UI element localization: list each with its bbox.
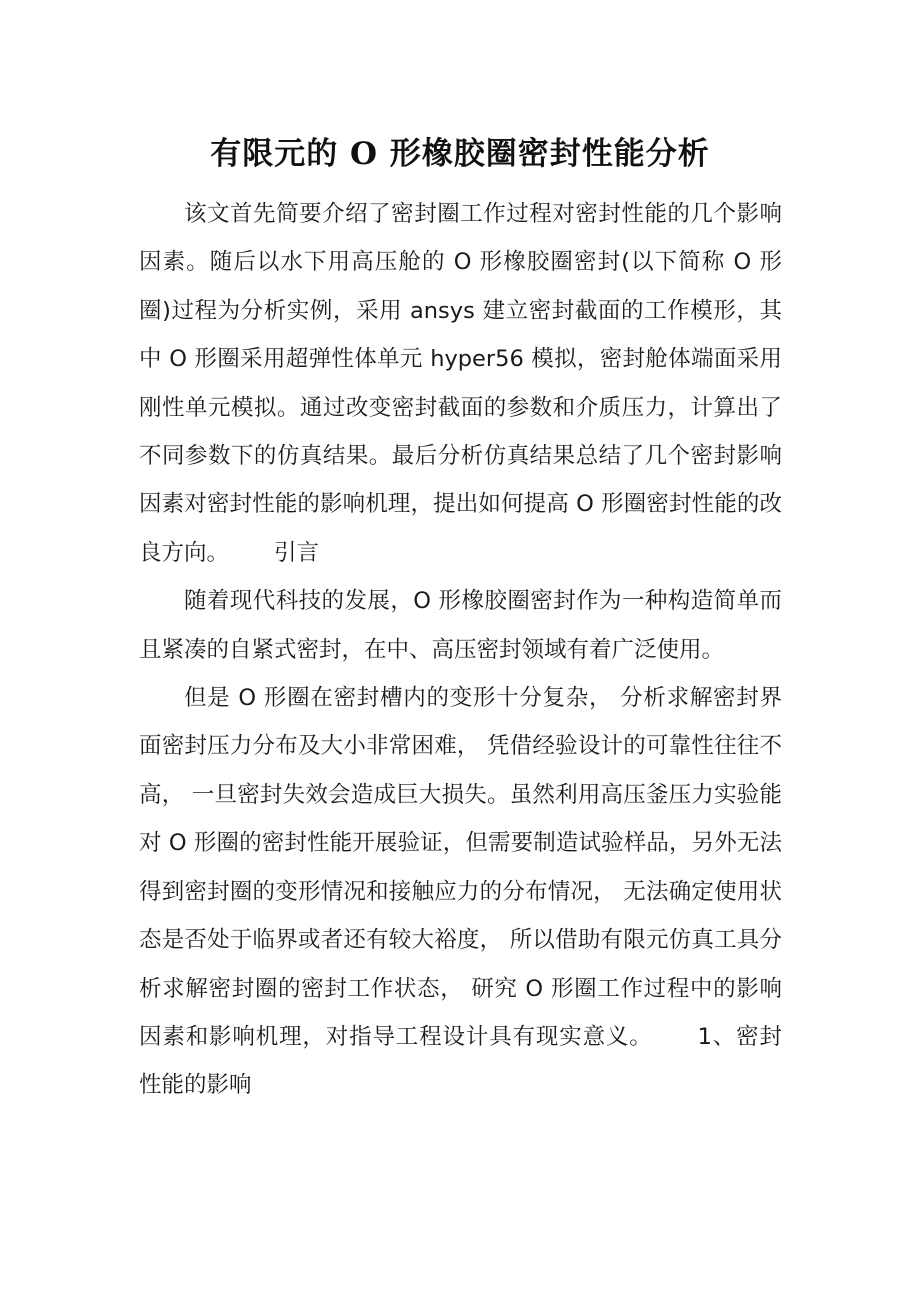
paragraph-text: 随着现代科技的发展，O 形橡胶圈密封作为一种构造简单而且紧凑的自紧式密封，在中、高压密封领域有着广泛使用。 — [139, 588, 782, 663]
document-body — [139, 190, 782, 1110]
document-title: 有限元的 O 形橡胶圈密封性能分析 — [210, 136, 710, 172]
section-heading-introduction: 引言 — [274, 539, 320, 566]
paragraph-abstract — [139, 190, 782, 577]
paragraph-text: 但是 O 形圈在密封槽内的变形十分复杂， 分析求解密封界面密封压力分布及大小非常困难， 凭借经验设计的可靠性往往不高， 一旦密封失效会造成巨大损失。虽然利用高压釜压力实验能对 O 形圈的密封性能开展验证，但需要制造试验样品，另外无法得到密封圈的变形情况和接触应力的分布情况， 无法确定使用状态是否处于临界或者还有较大裕度， 所以借助有限元仿真工具分析求解密封圈的密封工作状态， 研究 O 形圈工作过程中的影响因素和影响机理，对指导工程设计具有现实意义。 — [139, 685, 782, 1050]
paragraph-text: 该文首先简要介绍了密封圈工作过程对密封性能的几个影响因素。随后以水下用高压舱的 O 形橡胶圈密封(以下简称 O 形圈)过程为分析实例，采用 ansys 建立密封截面的工作模形，其中 O 形圈采用超弹性体单元 hyper56 模拟，密封舱体端面采用刚性单元模拟。通过改变密封截面的参数和介质压力，计算出了不同参数下的仿真结果。最后分析仿真结果总结了几个密封影响因素对密封性能的影响机理，提出如何提高 O 形圈密封性能的改良方向。 — [139, 201, 782, 566]
paragraph-motivation — [139, 674, 782, 1110]
paragraph-background — [139, 577, 782, 674]
section-heading-1: 1、密封性能的影响 — [139, 1023, 782, 1099]
